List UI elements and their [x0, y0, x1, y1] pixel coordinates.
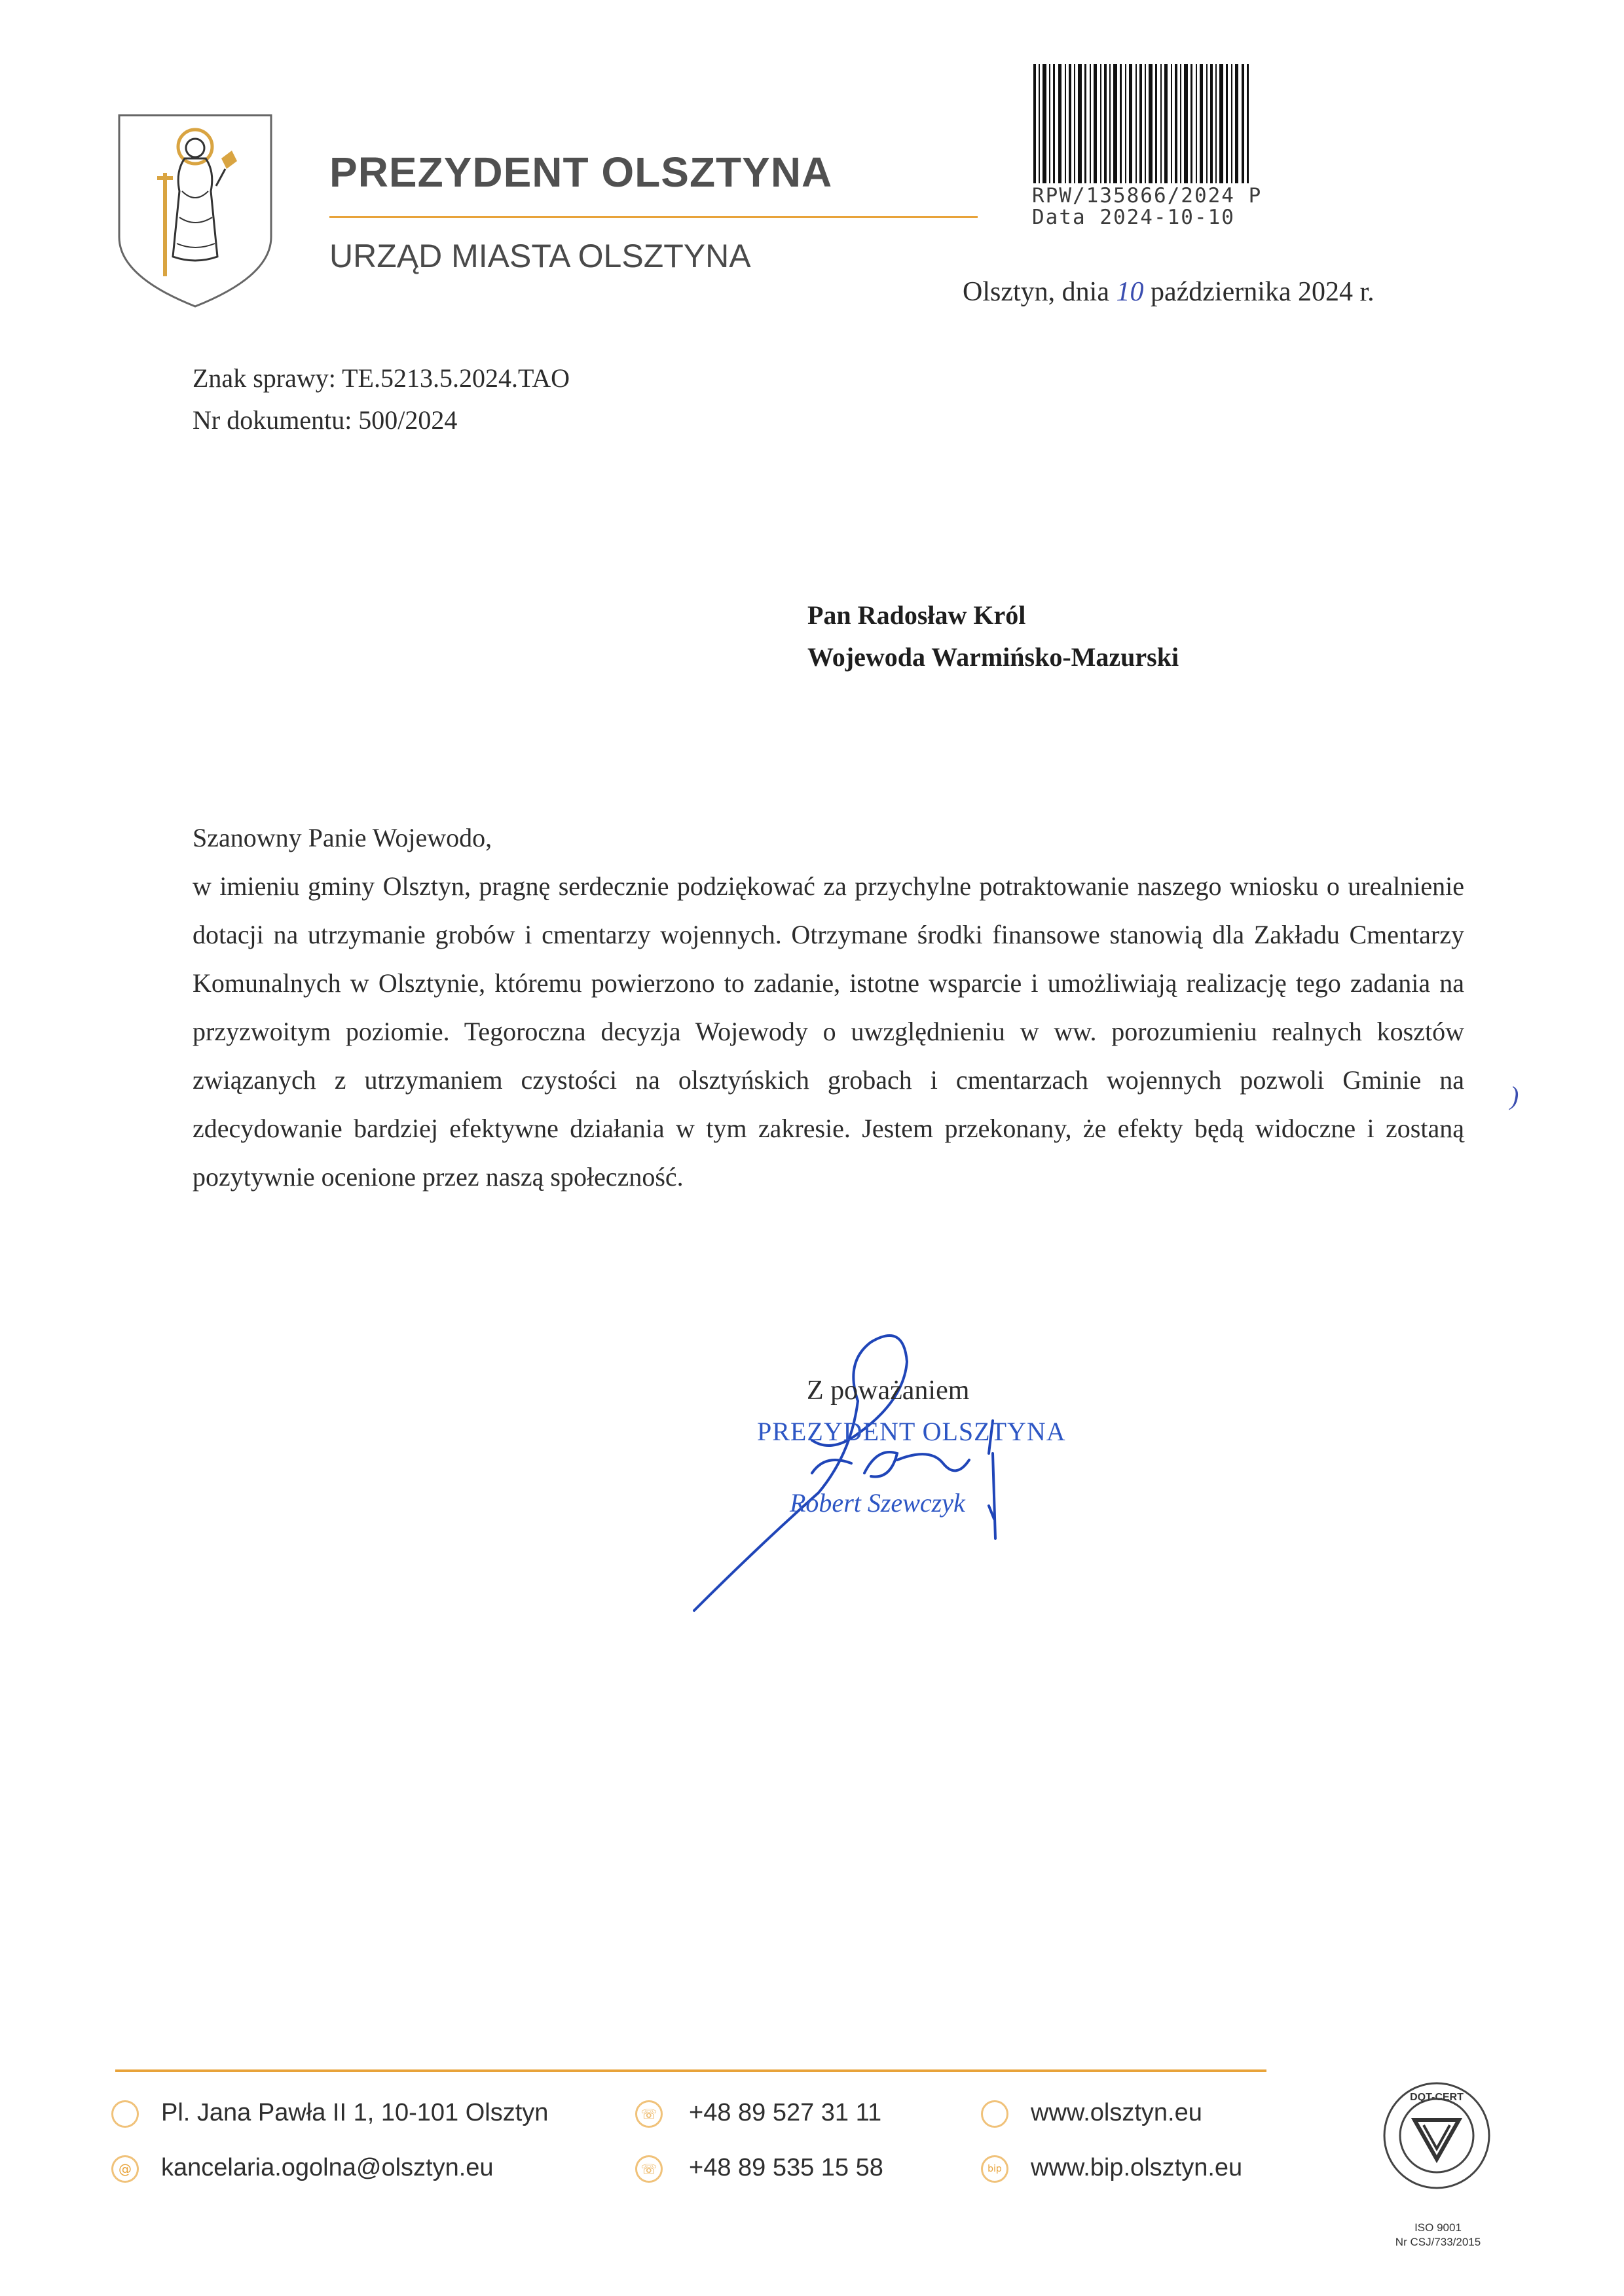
- letter-body: [193, 814, 1464, 1201]
- registration-line-1: RPW/135866/2024 P: [1032, 184, 1263, 208]
- page-title: PREZYDENT OLSZTYNA: [329, 149, 833, 196]
- case-reference: [193, 357, 570, 441]
- stamp-title: PREZYDENT OLSZTYNA: [757, 1417, 1066, 1446]
- email-icon: @: [111, 2155, 139, 2183]
- closing-greeting: Z poważaniem: [807, 1376, 970, 1406]
- recipient-title: Wojewoda Warmińsko-Mazurski: [807, 642, 1179, 672]
- salutation: Szanowny Panie Wojewodo,: [193, 823, 492, 852]
- footer-email[interactable]: kancelaria.ogolna@olsztyn.eu: [161, 2154, 494, 2181]
- date-day: 10: [1116, 277, 1144, 307]
- stamp-name: Robert Szewczyk: [790, 1488, 965, 1518]
- fax-icon: ☏: [635, 2155, 663, 2183]
- margin-mark: ): [1510, 1081, 1519, 1110]
- bip-icon: bip: [981, 2155, 1008, 2183]
- case-number: Znak sprawy: TE.5213.5.2024.TAO: [193, 363, 570, 393]
- body-paragraph: w imieniu gminy Olsztyn, pragnę serdecznie podziękować za przychylne potraktowanie naszego wniosku o urealnienie dotacji na utrzymanie grobów i cmentarzy wojennych. Otrzymane środki finansowe stanowią dla Zakładu Cmentarzy Komunalnych w Olsztynie, któremu powierzono to zadanie, istotne wsparcie i umożliwiają realizację tego zadania na przyzwoitym poziomie. Tegoroczna decyzja Wojewody o uwzględnieniu w ww. porozumieniu realnych kosztów związanych z utrzymaniem czystości na olsztyńskich grobach i cmentarzach wojennych pozwoli Gminie na zdecydowanie bardziej efektywne działania w tym zakresie. Jestem przekonany, że efekty będą widoczne i zostaną pozytywnie ocenione przez naszą społeczność.: [193, 871, 1464, 1192]
- location-icon: [111, 2100, 139, 2128]
- iso-certificate-icon: [1382, 2081, 1492, 2191]
- header-divider: [329, 216, 978, 218]
- footer-phone-1: +48 89 527 31 11: [689, 2099, 882, 2126]
- coat-of-arms-icon: [117, 113, 274, 309]
- footer-bip[interactable]: www.bip.olsztyn.eu: [1031, 2154, 1243, 2181]
- iso-standard: ISO 9001: [1414, 2221, 1462, 2234]
- document-number: Nr dokumentu: 500/2024: [193, 405, 458, 435]
- recipient-block: [807, 594, 1179, 678]
- date-suffix: października 2024 r.: [1143, 277, 1375, 307]
- footer-website[interactable]: www.olsztyn.eu: [1031, 2099, 1202, 2126]
- letter-date: [963, 276, 1375, 308]
- footer-divider: [115, 2069, 1266, 2072]
- date-prefix: Olsztyn, dnia: [963, 277, 1116, 307]
- iso-badge-text: DQT-CERT: [1410, 2092, 1464, 2103]
- registration-number: [1032, 185, 1262, 228]
- office-name: URZĄD MIASTA OLSZTYNA: [329, 238, 751, 274]
- barcode: [1032, 64, 1249, 183]
- signature: [681, 1322, 1048, 1624]
- footer-phone-2: +48 89 535 15 58: [689, 2154, 883, 2181]
- recipient-name: Pan Radosław Król: [807, 600, 1026, 630]
- phone-icon: ☏: [635, 2100, 663, 2128]
- footer-address: Pl. Jana Pawła II 1, 10-101 Olsztyn: [161, 2099, 549, 2126]
- registration-line-2: Data 2024-10-10: [1032, 206, 1235, 229]
- iso-number: Nr CSJ/733/2015: [1395, 2236, 1481, 2248]
- globe-icon: [981, 2100, 1008, 2128]
- iso-certificate-text: [1373, 2221, 1504, 2250]
